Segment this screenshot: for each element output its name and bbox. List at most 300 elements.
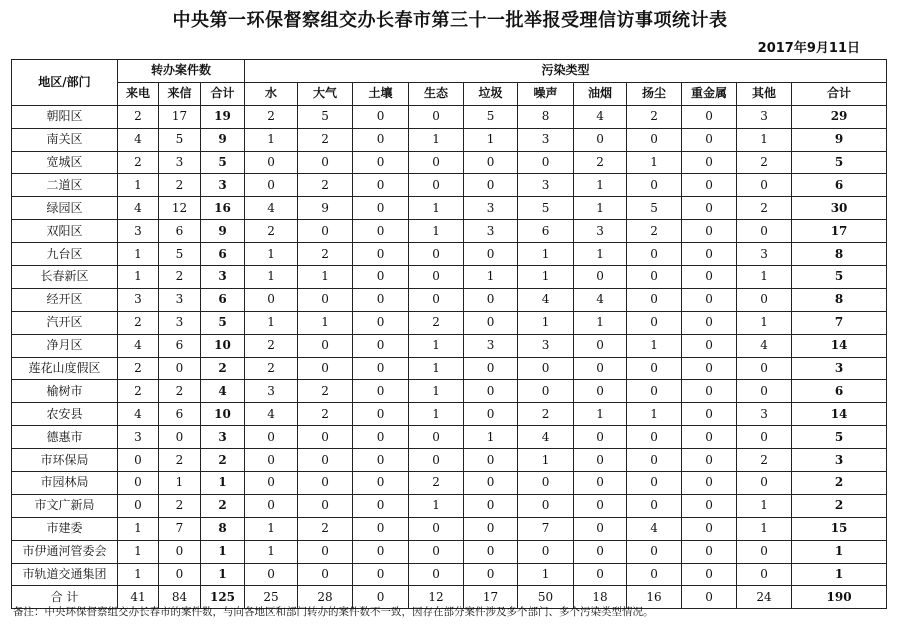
table-cell: 0 [574,494,627,517]
table-cell: 3 [518,174,574,197]
table-cell: 1 [409,128,464,151]
table-cell: 0 [353,472,409,495]
table-cell: 5 [792,266,887,289]
table-cell: 0 [353,266,409,289]
table-cell: 0 [627,266,682,289]
row-label: 市伊通河管委会 [12,540,118,563]
table-cell: 0 [464,174,518,197]
statistics-table [11,59,887,609]
table-cell: 2 [298,380,353,403]
table-cell: 2 [118,105,159,128]
table-cell: 0 [464,563,518,586]
table-cell: 0 [464,517,518,540]
table-cell: 0 [409,540,464,563]
table-cell: 2 [574,151,627,174]
table-cell: 0 [298,151,353,174]
table-cell: 2 [245,334,298,357]
header-region: 地区/部门 [12,60,118,106]
table-cell: 2 [159,449,201,472]
row-label: 榆树市 [12,380,118,403]
table-cell: 17 [159,105,201,128]
table-cell: 0 [464,494,518,517]
table-cell: 0 [682,472,737,495]
table-cell: 1 [518,563,574,586]
table-cell: 0 [353,243,409,266]
table-cell: 17 [464,586,518,609]
table-cell: 29 [792,105,887,128]
table-cell: 2 [245,220,298,243]
table-cell: 3 [159,151,201,174]
table-cell: 0 [682,197,737,220]
table-cell: 0 [574,472,627,495]
table-cell: 0 [464,380,518,403]
row-label: 绿园区 [12,197,118,220]
table-cell: 2 [159,380,201,403]
table-cell: 0 [353,449,409,472]
table-cell: 0 [574,426,627,449]
table-cell: 125 [201,586,245,609]
table-cell: 9 [201,220,245,243]
table-cell: 0 [627,243,682,266]
table-cell: 2 [118,357,159,380]
table-cell: 1 [245,266,298,289]
header-pollution-col: 合计 [792,82,887,105]
table-cell: 3 [518,334,574,357]
table-cell: 0 [682,105,737,128]
table-cell: 0 [298,563,353,586]
row-label: 市建委 [12,517,118,540]
table-cell: 1 [409,197,464,220]
table-cell: 1 [737,128,792,151]
table-cell: 2 [245,357,298,380]
table-row [12,563,887,586]
table-cell: 4 [574,105,627,128]
table-cell: 0 [627,357,682,380]
table-cell: 30 [792,197,887,220]
table-cell: 7 [159,517,201,540]
table-cell: 0 [627,311,682,334]
table-cell: 16 [201,197,245,220]
table-cell: 0 [409,105,464,128]
table-cell: 0 [518,540,574,563]
table-cell: 0 [574,517,627,540]
table-cell: 9 [792,128,887,151]
table-cell: 0 [245,151,298,174]
table-cell: 1 [201,563,245,586]
table-cell: 0 [737,288,792,311]
table-cell: 3 [201,266,245,289]
table-cell: 4 [118,403,159,426]
table-cell: 1 [201,540,245,563]
table-cell: 3 [737,243,792,266]
header-transfer-col: 来信 [159,82,201,105]
table-row [12,426,887,449]
table-row [12,288,887,311]
table-cell: 1 [409,380,464,403]
table-cell: 1 [574,403,627,426]
table-cell: 2 [737,197,792,220]
table-cell: 4 [201,380,245,403]
table-cell: 0 [627,494,682,517]
row-label: 南关区 [12,128,118,151]
table-cell: 2 [118,311,159,334]
table-cell: 6 [792,174,887,197]
table-cell: 16 [627,586,682,609]
table-cell: 6 [159,403,201,426]
table-cell: 0 [627,449,682,472]
table-row [12,266,887,289]
table-cell: 10 [201,334,245,357]
table-cell: 0 [574,334,627,357]
header-transfer-col: 来电 [118,82,159,105]
table-cell: 1 [118,174,159,197]
table-cell: 0 [298,288,353,311]
table-cell: 9 [298,197,353,220]
table-cell: 0 [118,449,159,472]
table-cell: 1 [298,311,353,334]
table-row [12,449,887,472]
table-row [12,174,887,197]
table-cell: 0 [353,197,409,220]
table-cell: 0 [298,426,353,449]
table-cell: 3 [518,128,574,151]
table-cell: 1 [792,540,887,563]
table-cell: 0 [682,403,737,426]
table-cell: 0 [627,563,682,586]
table-cell: 0 [353,288,409,311]
table-cell: 190 [792,586,887,609]
table-cell: 0 [353,105,409,128]
table-cell: 0 [118,494,159,517]
table-row [12,151,887,174]
table-cell: 3 [201,174,245,197]
table-cell: 0 [409,563,464,586]
table-cell: 2 [627,105,682,128]
table-cell: 2 [159,174,201,197]
table-cell: 1 [409,220,464,243]
table-cell: 0 [627,128,682,151]
table-row [12,334,887,357]
table-cell: 0 [737,380,792,403]
table-cell: 0 [574,563,627,586]
row-label: 莲花山度假区 [12,357,118,380]
table-cell: 0 [159,563,201,586]
table-cell: 0 [353,128,409,151]
table-cell: 1 [118,266,159,289]
table-cell: 0 [353,357,409,380]
table-cell: 2 [737,449,792,472]
table-cell: 1 [574,243,627,266]
table-cell: 0 [464,243,518,266]
table-cell: 4 [245,197,298,220]
table-cell: 1 [464,266,518,289]
table-cell: 0 [245,563,298,586]
table-cell: 6 [792,380,887,403]
table-cell: 0 [353,380,409,403]
table-row [12,220,887,243]
table-cell: 0 [353,563,409,586]
table-cell: 1 [245,517,298,540]
row-label: 市园林局 [12,472,118,495]
table-cell: 28 [298,586,353,609]
header-pollution-col: 大气 [298,82,353,105]
table-cell: 1 [245,243,298,266]
table-cell: 0 [737,357,792,380]
table-cell: 1 [574,311,627,334]
table-cell: 0 [682,449,737,472]
table-cell: 15 [792,517,887,540]
row-label: 二道区 [12,174,118,197]
table-cell: 0 [737,472,792,495]
table-cell: 0 [518,494,574,517]
table-cell: 3 [159,311,201,334]
table-cell: 1 [627,403,682,426]
header-transfer-group: 转办案件数 [118,60,245,83]
table-cell: 1 [409,334,464,357]
table-cell: 5 [159,243,201,266]
table-cell: 4 [737,334,792,357]
header-pollution-col: 油烟 [574,82,627,105]
table-cell: 0 [627,174,682,197]
table-cell: 3 [118,426,159,449]
table-cell: 1 [409,494,464,517]
table-cell: 0 [682,357,737,380]
table-cell: 0 [118,472,159,495]
table-cell: 4 [118,197,159,220]
table-cell: 1 [518,449,574,472]
table-cell: 12 [159,197,201,220]
row-label: 长春新区 [12,266,118,289]
row-label: 市文广新局 [12,494,118,517]
table-cell: 5 [201,151,245,174]
table-cell: 7 [518,517,574,540]
table-cell: 0 [682,311,737,334]
table-cell: 14 [792,334,887,357]
table-cell: 0 [353,426,409,449]
table-cell: 0 [409,243,464,266]
table-cell: 0 [464,449,518,472]
table-cell: 0 [682,220,737,243]
table-cell: 0 [737,426,792,449]
table-cell: 0 [682,334,737,357]
table-cell: 0 [353,494,409,517]
table-cell: 1 [464,426,518,449]
table-cell: 2 [298,174,353,197]
table-cell: 0 [464,151,518,174]
table-cell: 3 [118,220,159,243]
header-pollution-col: 扬尘 [627,82,682,105]
table-cell: 84 [159,586,201,609]
table-cell: 5 [792,151,887,174]
row-label: 双阳区 [12,220,118,243]
table-cell: 2 [118,380,159,403]
table-cell: 18 [574,586,627,609]
table-row [12,357,887,380]
table-cell: 4 [574,288,627,311]
row-label: 市环保局 [12,449,118,472]
table-cell: 0 [682,494,737,517]
table-row [12,540,887,563]
table-cell: 14 [792,403,887,426]
header-pollution-col: 垃圾 [464,82,518,105]
table-cell: 3 [464,334,518,357]
table-cell: 0 [245,449,298,472]
header-pollution-group: 污染类型 [245,60,887,83]
table-cell: 0 [245,288,298,311]
table-cell: 6 [518,220,574,243]
table-cell: 2 [298,403,353,426]
footnote: 备注：中央环保督察组交办长春市的案件数，与向各地区和部门转办的案件数不一致，因存在部分案件涉及多个部门、多个污染类型情况。 [13,606,654,618]
table-cell: 0 [298,494,353,517]
row-label: 合 计 [12,586,118,609]
table-cell: 3 [245,380,298,403]
table-cell: 0 [298,540,353,563]
table-row [12,517,887,540]
row-label: 市轨道交通集团 [12,563,118,586]
table-row [12,105,887,128]
table-cell: 0 [353,334,409,357]
header-pollution-col: 重金属 [682,82,737,105]
table-cell: 3 [574,220,627,243]
table-cell: 2 [159,494,201,517]
table-cell: 0 [409,151,464,174]
table-cell: 5 [298,105,353,128]
table-cell: 0 [159,357,201,380]
table-cell: 5 [201,311,245,334]
table-cell: 0 [574,380,627,403]
table-cell: 0 [353,311,409,334]
table-cell: 0 [627,472,682,495]
table-cell: 0 [464,357,518,380]
table-cell: 2 [792,494,887,517]
table-cell: 0 [298,449,353,472]
table-cell: 6 [159,334,201,357]
table-cell: 0 [682,563,737,586]
table-cell: 0 [353,586,409,609]
table-cell: 6 [159,220,201,243]
table-cell: 0 [353,517,409,540]
table-cell: 0 [682,380,737,403]
row-label: 九台区 [12,243,118,266]
table-cell: 5 [159,128,201,151]
table-cell: 0 [518,151,574,174]
table-cell: 4 [118,334,159,357]
table-cell: 1 [518,243,574,266]
table-row [12,197,887,220]
table-cell: 0 [737,563,792,586]
table-cell: 0 [409,174,464,197]
table-cell: 2 [159,266,201,289]
table-cell: 1 [118,563,159,586]
header-pollution-col: 水 [245,82,298,105]
table-cell: 0 [574,540,627,563]
row-label: 经开区 [12,288,118,311]
table-cell: 3 [737,105,792,128]
table-cell: 1 [118,243,159,266]
table-cell: 6 [201,288,245,311]
table-cell: 1 [409,357,464,380]
table-cell: 1 [298,266,353,289]
table-cell: 0 [353,540,409,563]
table-cell: 0 [737,220,792,243]
table-cell: 0 [464,311,518,334]
table-cell: 8 [518,105,574,128]
table-cell: 1 [518,311,574,334]
table-cell: 0 [627,540,682,563]
table-cell: 0 [298,334,353,357]
table-cell: 50 [518,586,574,609]
table-cell: 0 [682,151,737,174]
table-cell: 0 [409,266,464,289]
table-cell: 0 [464,288,518,311]
table-cell: 0 [464,403,518,426]
table-cell: 1 [201,472,245,495]
table-cell: 0 [353,174,409,197]
table-cell: 2 [118,151,159,174]
table-cell: 0 [682,586,737,609]
table-cell: 5 [792,426,887,449]
table-cell: 0 [298,472,353,495]
table-cell: 5 [627,197,682,220]
table-cell: 0 [682,266,737,289]
table-cell: 0 [627,426,682,449]
page-title: 中央第一环保督察组交办长春市第三十一批举报受理信访事项统计表 [172,10,728,31]
table-cell: 24 [737,586,792,609]
table-cell: 1 [245,540,298,563]
table-cell: 9 [201,128,245,151]
table-cell: 0 [518,472,574,495]
table-cell: 0 [245,426,298,449]
table-cell: 0 [518,380,574,403]
row-label: 朝阳区 [12,105,118,128]
table-cell: 0 [245,472,298,495]
table-cell: 0 [353,151,409,174]
table-cell: 7 [792,311,887,334]
table-cell: 6 [201,243,245,266]
table-cell: 2 [792,472,887,495]
table-row [12,128,887,151]
table-cell: 19 [201,105,245,128]
header-transfer-col: 合计 [201,82,245,105]
table-cell: 0 [159,426,201,449]
table-cell: 0 [159,540,201,563]
table-cell: 0 [409,517,464,540]
table-cell: 25 [245,586,298,609]
table-cell: 0 [574,128,627,151]
table-cell: 3 [737,403,792,426]
table-cell: 3 [792,357,887,380]
table-cell: 2 [201,357,245,380]
table-cell: 4 [245,403,298,426]
table-cell: 2 [298,517,353,540]
table-row [12,494,887,517]
table-cell: 3 [201,426,245,449]
table-cell: 1 [245,128,298,151]
table-cell: 1 [737,266,792,289]
report-date: 2017年9月11日 [757,41,860,56]
table-cell: 0 [409,449,464,472]
table-cell: 1 [464,128,518,151]
table-cell: 0 [682,517,737,540]
table-cell: 5 [518,197,574,220]
table-row [12,311,887,334]
table-cell: 0 [682,426,737,449]
row-label: 农安县 [12,403,118,426]
table-cell: 1 [118,540,159,563]
table-cell: 1 [159,472,201,495]
table-cell: 0 [574,357,627,380]
table-cell: 1 [627,151,682,174]
